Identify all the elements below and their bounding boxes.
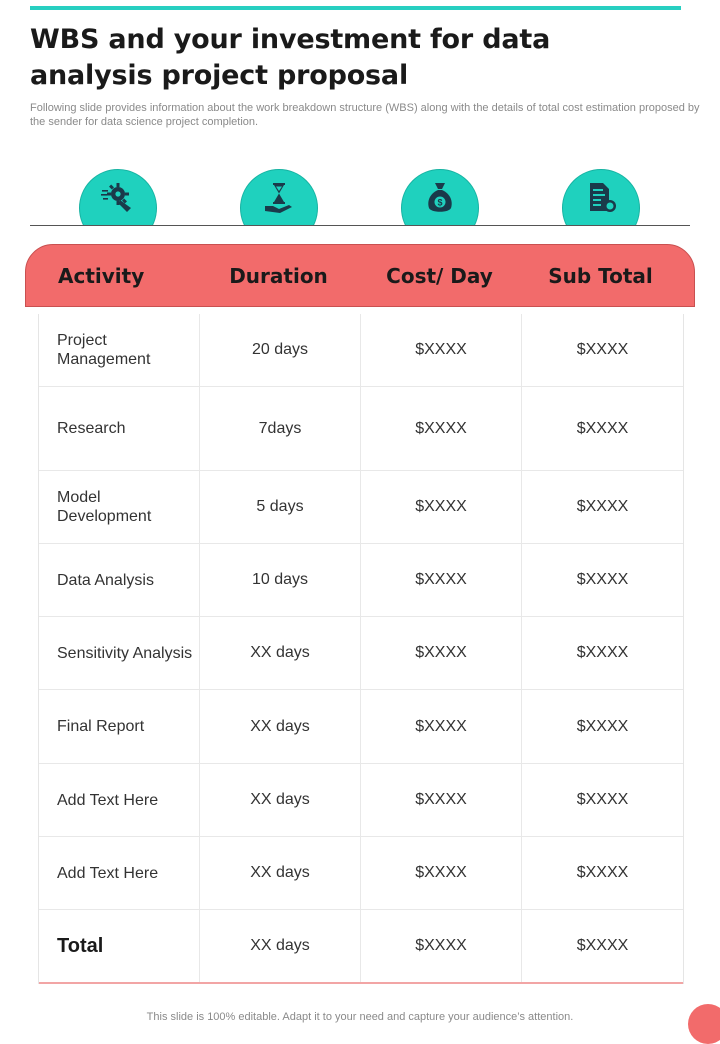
page-subtitle: Following slide provides information about the work breakdown structure (WBS) along with the details of total cost estimation proposed by the sender for data science project completion. bbox=[30, 102, 700, 128]
subtotal-cell: $XXXX bbox=[576, 498, 629, 515]
subtotal-cell: $XXXX bbox=[576, 864, 629, 881]
subtotal-cell: $XXXX bbox=[576, 419, 629, 437]
table-header bbox=[25, 244, 695, 307]
cost-cell: $XXXX bbox=[361, 314, 522, 386]
activity-cell: Sensitivity Analysis bbox=[39, 617, 200, 689]
duration-cell: XX days bbox=[200, 690, 361, 763]
cost-cell: $XXXX bbox=[361, 617, 522, 689]
duration-cell: 5 days bbox=[200, 471, 361, 543]
table-row bbox=[39, 764, 683, 837]
page-title: WBS and your investment for data analysis project proposal bbox=[30, 24, 551, 91]
duration-cell: XX days bbox=[200, 837, 361, 909]
corner-decoration bbox=[688, 1004, 720, 1044]
subtotal-cell: $XXXX bbox=[576, 717, 629, 735]
activity-cell: Model Development bbox=[39, 471, 200, 543]
activity-cell: Project Management bbox=[39, 314, 200, 386]
total-label: Total bbox=[39, 910, 200, 982]
cost-cell: $XXXX bbox=[361, 544, 522, 616]
cost-cell: $XXXX bbox=[361, 471, 522, 543]
subtotal-cell: $XXXX bbox=[576, 644, 629, 661]
header-sub-total: Sub Total bbox=[548, 264, 653, 288]
table-row bbox=[39, 314, 683, 387]
table-row bbox=[39, 544, 683, 617]
duration-cell: 7days bbox=[200, 387, 361, 470]
activity-cell: Add Text Here bbox=[39, 764, 200, 836]
duration-cell: 10 days bbox=[200, 544, 361, 616]
total-row bbox=[39, 910, 683, 984]
duration-cell: XX days bbox=[200, 617, 361, 689]
wbs-table bbox=[38, 314, 684, 984]
total-duration-cell: XX days bbox=[200, 910, 361, 982]
icon-row-divider bbox=[30, 225, 690, 226]
hourglass-hand-icon bbox=[240, 169, 318, 225]
document-coins-icon bbox=[562, 169, 640, 225]
table-row bbox=[39, 837, 683, 910]
activity-cell: Data Analysis bbox=[39, 544, 200, 616]
cost-cell: $XXXX bbox=[361, 387, 522, 470]
table-row bbox=[39, 690, 683, 764]
subtotal-cell: $XXXX bbox=[576, 791, 629, 808]
table-row bbox=[39, 471, 683, 544]
cost-cell: $XXXX bbox=[361, 690, 522, 763]
svg-text:$: $ bbox=[437, 197, 443, 208]
gear-hand-icon bbox=[79, 169, 157, 225]
money-bag-icon bbox=[401, 169, 479, 225]
footer-note: This slide is 100% editable. Adapt it to your need and capture your audience’s attention. bbox=[146, 1011, 574, 1023]
duration-cell: 20 days bbox=[200, 314, 361, 386]
top-accent-bar bbox=[30, 6, 681, 10]
subtotal-cell: $XXXX bbox=[576, 571, 629, 588]
cost-cell: $XXXX bbox=[361, 764, 522, 836]
activity-cell: Research bbox=[39, 387, 200, 470]
cost-cell: $XXXX bbox=[361, 837, 522, 909]
table-row bbox=[39, 617, 683, 690]
header-cost-per-day: Cost/ Day bbox=[386, 264, 493, 288]
subtotal-cell: $XXXX bbox=[576, 341, 629, 358]
header-activity: Activity bbox=[58, 264, 145, 288]
total-subtotal-cell: $XXXX bbox=[576, 937, 629, 954]
activity-cell: Final Report bbox=[39, 690, 200, 763]
table-row bbox=[39, 387, 683, 471]
duration-cell: XX days bbox=[200, 764, 361, 836]
header-duration: Duration bbox=[229, 264, 328, 288]
activity-cell: Add Text Here bbox=[39, 837, 200, 909]
total-cost-cell: $XXXX bbox=[361, 910, 522, 982]
